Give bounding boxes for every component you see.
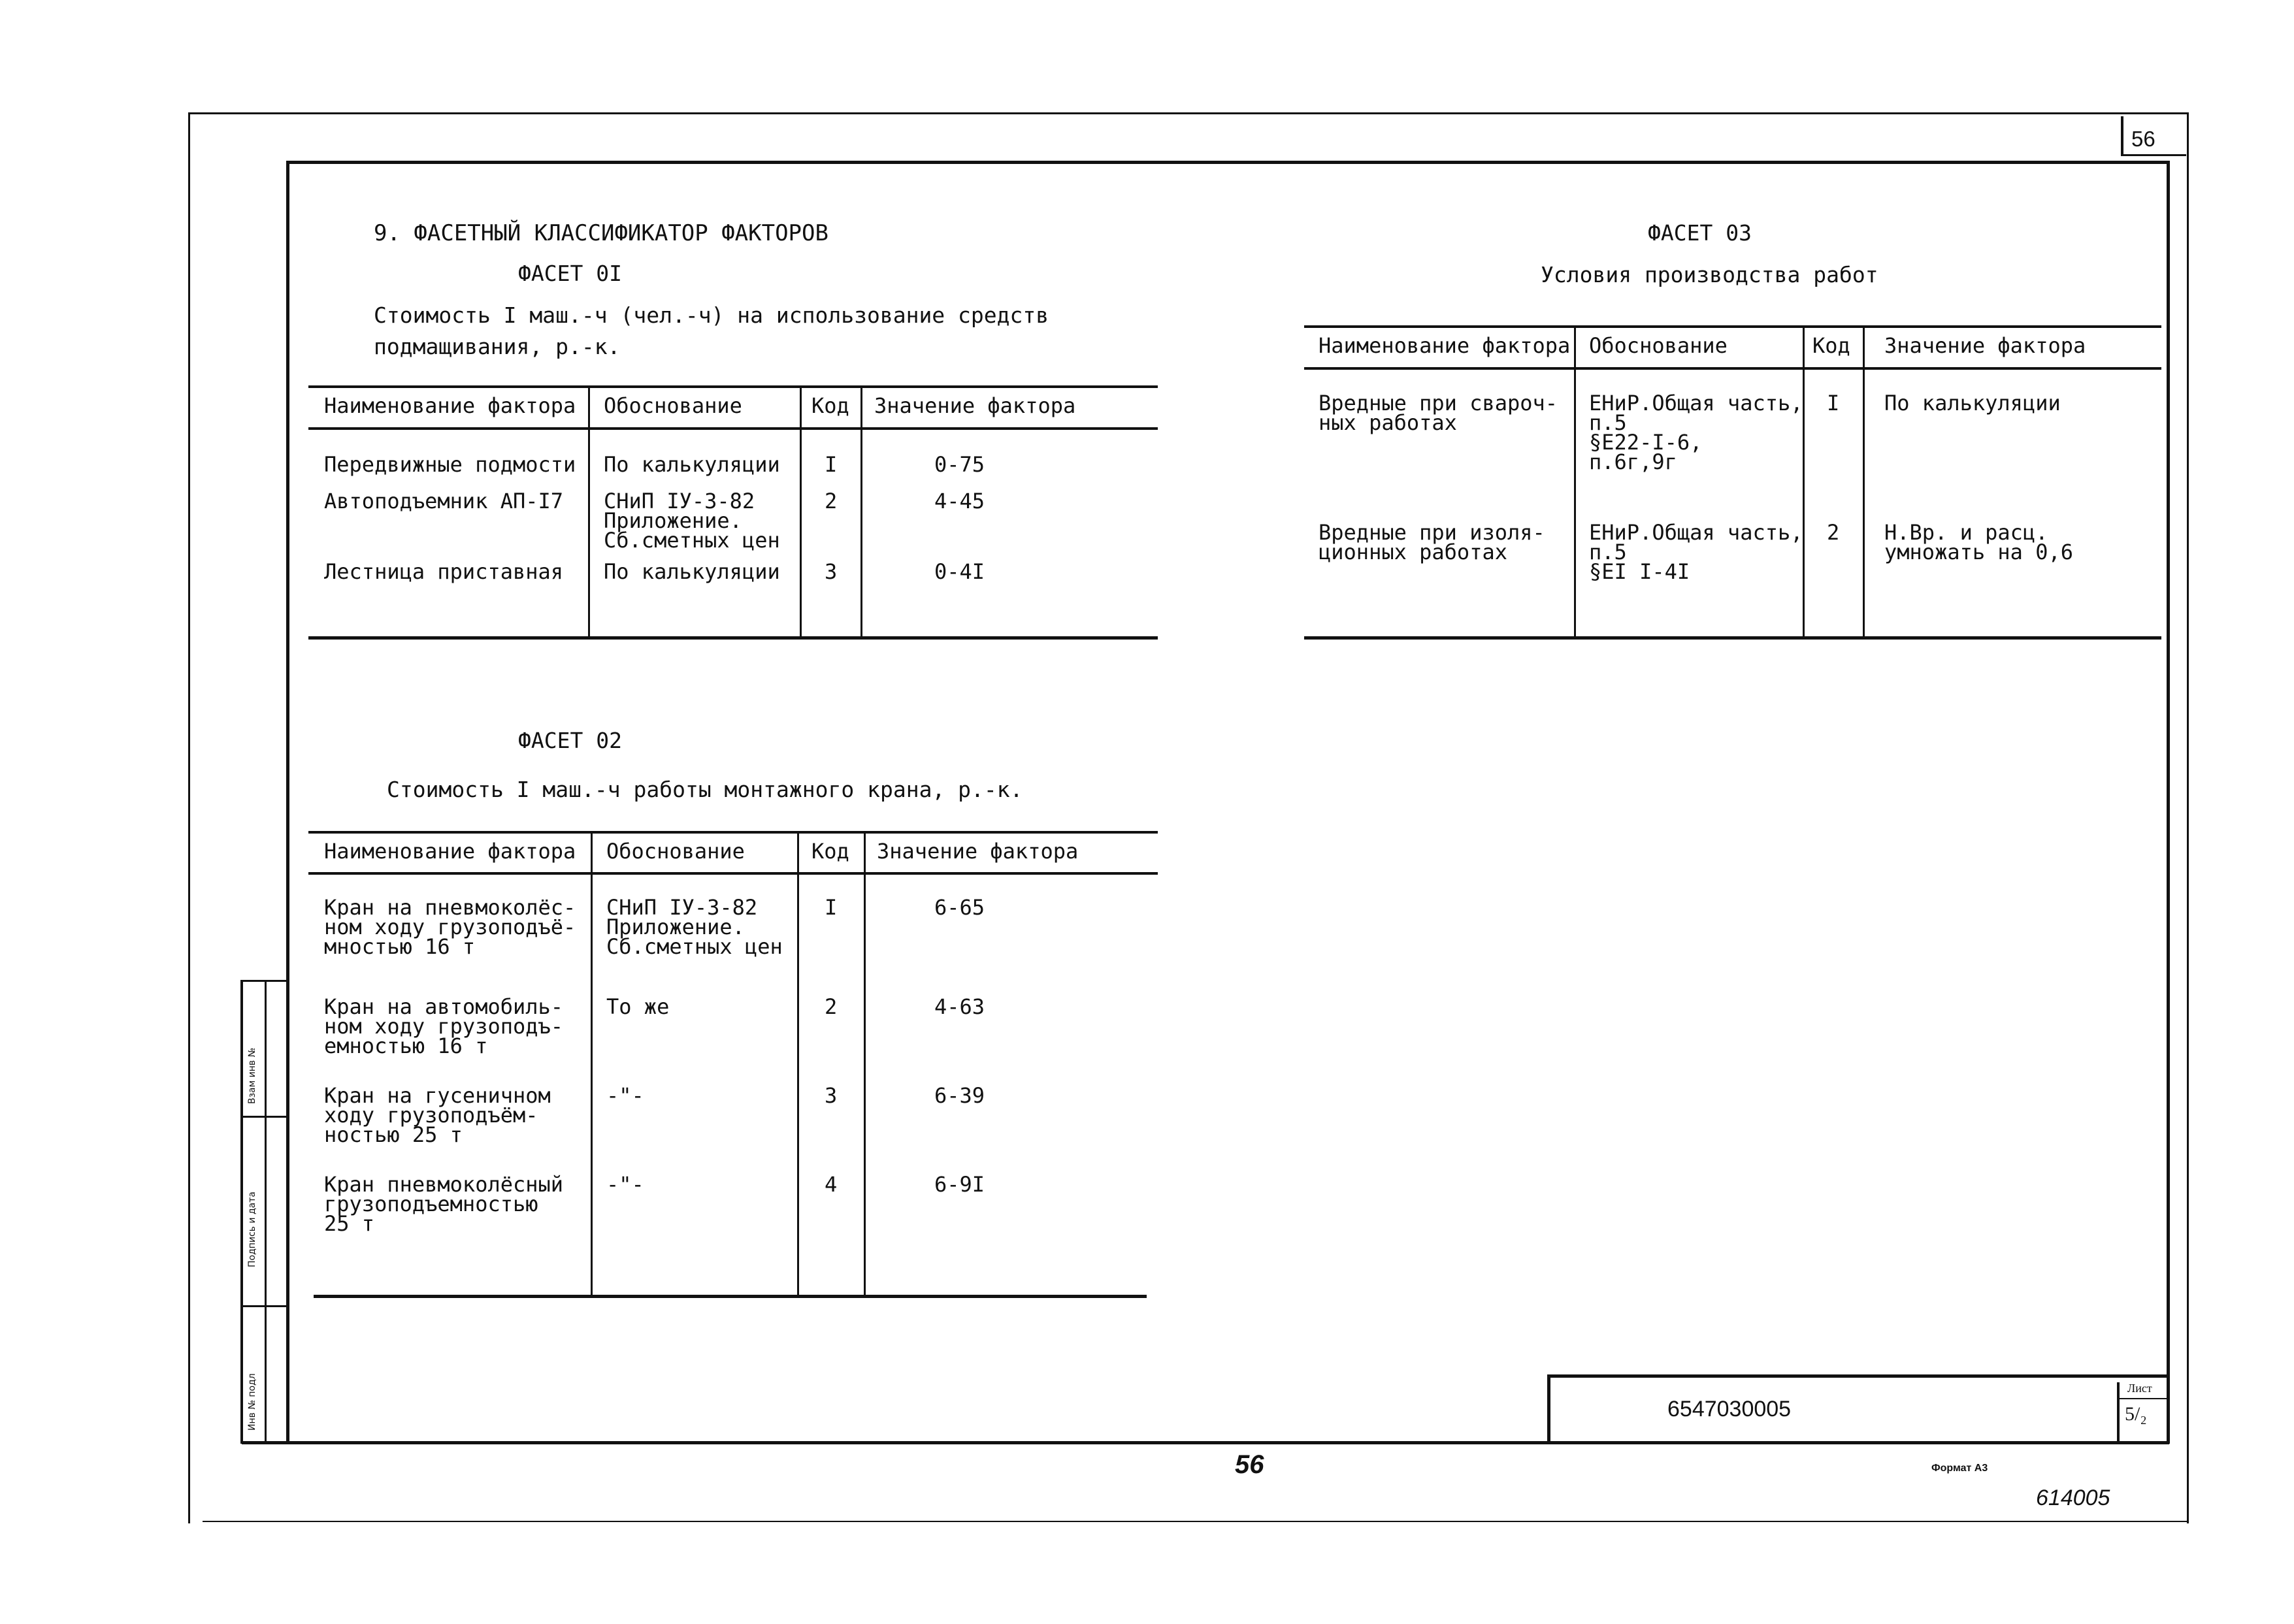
facet01-row3-code: 3 <box>825 559 838 584</box>
facet02-row2-code: 2 <box>825 994 838 1019</box>
facet01-row1-name: Передвижные подмости <box>324 452 576 477</box>
facet02-row1-basis: СНиП IУ-3-82 Приложение. Сб.сметных цен <box>606 895 783 959</box>
facet02-row4-code: 4 <box>825 1172 838 1197</box>
facet03-header-value: Значение фактора <box>1884 333 2086 358</box>
inner-frame-bottom <box>242 1441 2169 1444</box>
facet01-header-basis: Обоснование <box>604 393 742 418</box>
facet01-header-value: Значение фактора <box>874 393 1076 418</box>
facet01-row3-value: 0-4I <box>934 559 985 584</box>
facet03-caption: Условия производства работ <box>1541 262 1878 287</box>
facet03-header-basis: Обоснование <box>1589 333 1728 358</box>
title-block-sheet-hline <box>2120 1398 2169 1399</box>
section-title: 9. ФАСЕТНЫЙ КЛАССИФИКАТОР ФАКТОРОВ <box>374 220 828 246</box>
outer-frame-bottom <box>203 1521 2189 1522</box>
facet02-header-code: Код <box>811 839 849 864</box>
facet02-row4-basis: -"- <box>606 1172 644 1197</box>
facet01-caption-line2: подмащивания, р.-к. <box>374 334 621 359</box>
facet03-row1-value: По калькуляции <box>1884 391 2061 415</box>
page-number-bottom: 56 <box>1235 1450 1264 1479</box>
facet01-row3-basis: По калькуляции <box>604 559 780 584</box>
facet01-header-name: Наименование фактора <box>324 393 576 418</box>
page-number-box-divider <box>2121 116 2123 154</box>
outer-frame-top <box>189 112 2189 114</box>
facet02-row3-code: 3 <box>825 1083 838 1108</box>
facet03-table <box>1304 325 2161 642</box>
facet01-row1-value: 0-75 <box>934 452 985 477</box>
facet03-row2-value: Н.Вр. и расц. умножать на 0,6 <box>1884 520 2073 564</box>
outer-frame-right <box>2187 112 2189 1523</box>
facet02-row2-name: Кран на автомобиль- ном ходу грузоподъ- емностью 16 т <box>324 994 564 1058</box>
facet01-title: ФАСЕТ 0I <box>518 261 622 286</box>
facet01-header-code: Код <box>811 393 849 418</box>
facet01-row1-basis: По калькуляции <box>604 452 780 477</box>
side-stamp-inner <box>265 980 267 1444</box>
title-block-sheet-divider <box>2117 1382 2120 1442</box>
sheet-label: Лист <box>2127 1382 2152 1395</box>
sheet-value: 5/₂ <box>2125 1403 2147 1425</box>
facet02-row2-value: 4-63 <box>934 994 985 1019</box>
facet03-row2-name: Вредные при изоля- ционных работах <box>1319 520 1545 564</box>
facet01-table <box>308 385 1158 640</box>
facet03-row1-name: Вредные при свароч- ных работах <box>1319 391 1558 435</box>
side-stamp-div2 <box>240 1305 287 1307</box>
facet03-header-code: Код <box>1812 333 1850 358</box>
facet03-row2-basis: ЕНиР.Общая часть, п.5 §ЕI I-4I <box>1589 520 1803 584</box>
facet02-title: ФАСЕТ 02 <box>518 728 622 753</box>
inner-frame-right <box>2167 161 2170 1444</box>
format-label: Формат А3 <box>1931 1463 1988 1474</box>
facet03-title: ФАСЕТ 03 <box>1648 220 1752 246</box>
handwritten-stamp: 614005 <box>2036 1486 2110 1510</box>
facet03-header-name: Наименование фактора <box>1319 333 1571 358</box>
facet01-row2-value: 4-45 <box>934 489 985 513</box>
facet03-row2-code: 2 <box>1827 520 1840 545</box>
facet01-caption-line1: Стоимость I маш.-ч (чел.-ч) на использование средств <box>374 302 1049 328</box>
facet02-header-value: Значение фактора <box>877 839 1079 864</box>
facet01-row2-basis: СНиП IУ-3-82 Приложение. Сб.сметных цен <box>604 489 780 553</box>
facet02-header-basis: Обоснование <box>606 839 745 864</box>
facet01-row1-code: I <box>825 452 838 477</box>
page-number-top: 56 <box>2131 127 2155 151</box>
facet02-row3-value: 6-39 <box>934 1083 985 1108</box>
facet02-row1-code: I <box>825 895 838 920</box>
page-number-box-bottom <box>2121 154 2186 156</box>
facet02-caption: Стоимость I маш.-ч работы монтажного крана, р.-к. <box>387 777 1023 802</box>
facet02-row3-name: Кран на гусеничном ходу грузоподъём- ностью 25 т <box>324 1083 551 1147</box>
inner-frame-top <box>287 161 2169 164</box>
facet02-row1-value: 6-65 <box>934 895 985 920</box>
facet01-row2-code: 2 <box>825 489 838 513</box>
title-block-top <box>1548 1374 2169 1378</box>
facet02-row4-name: Кран пневмоколёсный грузоподъемностью 25 т <box>324 1172 564 1236</box>
side-stamp-field3: Инв № подл <box>247 1373 257 1431</box>
facet02-header-name: Наименование фактора <box>324 839 576 864</box>
title-block-left <box>1547 1374 1550 1442</box>
side-stamp-outer <box>240 980 243 1444</box>
doc-code: 6547030005 <box>1667 1397 1792 1421</box>
inner-frame-left <box>286 161 289 1444</box>
facet03-row1-basis: ЕНиР.Общая часть, п.5 §Е22-I-6, п.6г,9г <box>1589 391 1803 474</box>
facet03-row1-code: I <box>1827 391 1840 415</box>
side-stamp-div1 <box>240 1116 287 1118</box>
side-stamp-field2: Подпись и дата <box>247 1192 257 1267</box>
facet02-row3-basis: -"- <box>606 1083 644 1108</box>
facet01-row2-name: Автоподъемник АП-I7 <box>324 489 564 513</box>
facet01-row3-name: Лестница приставная <box>324 559 564 584</box>
side-stamp-field1: Взам инв № <box>247 1047 257 1104</box>
facet02-row4-value: 6-9I <box>934 1172 985 1197</box>
facet02-row1-name: Кран на пневмоколёс- ном ходу грузоподъё- мностью 16 т <box>324 895 576 959</box>
outer-frame-left <box>188 112 190 1523</box>
facet02-row2-basis: То же <box>606 994 670 1019</box>
facet02-table <box>308 831 1158 1301</box>
side-stamp-top <box>240 980 287 982</box>
